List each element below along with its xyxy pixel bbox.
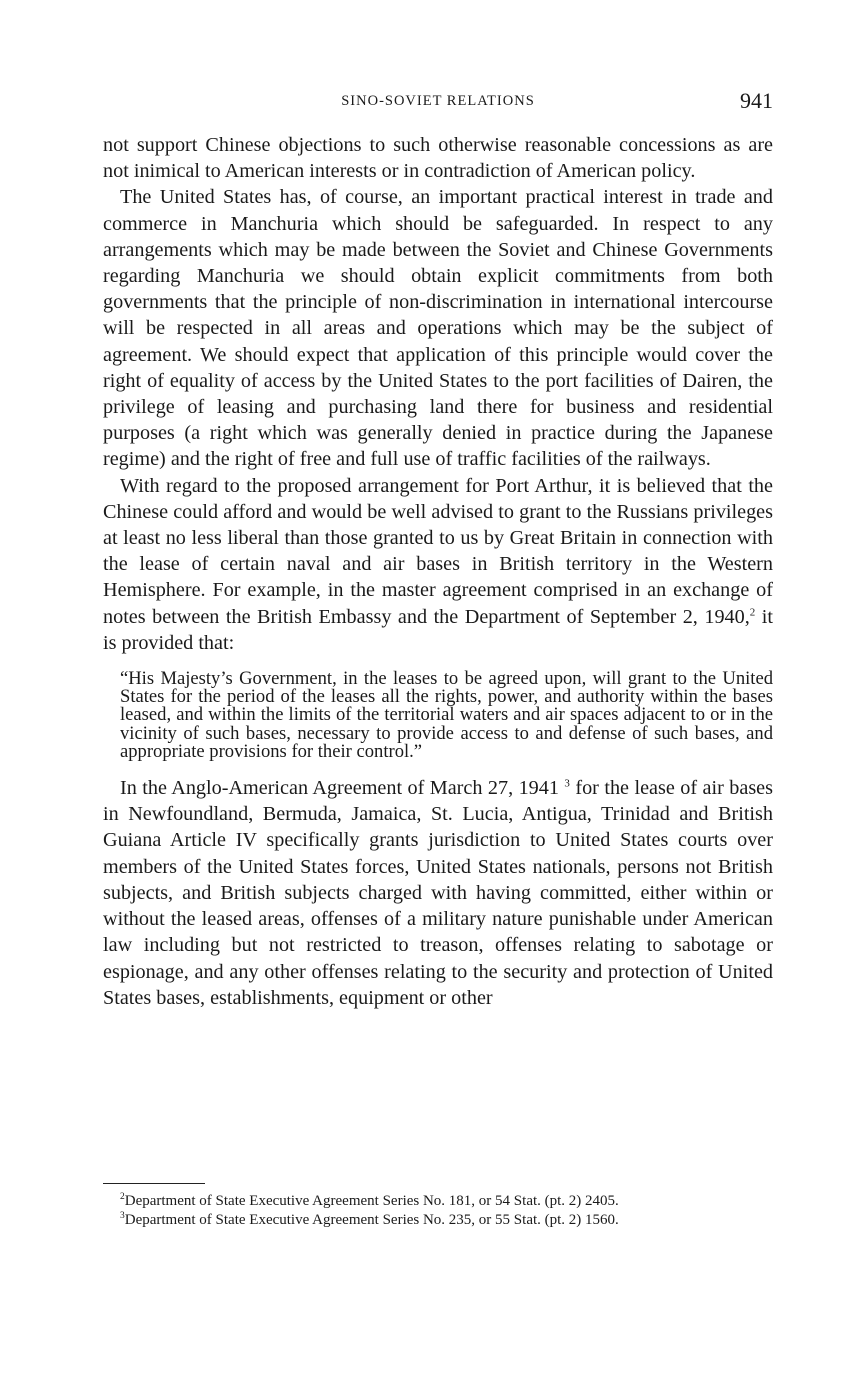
- paragraph-3: [103, 473, 773, 656]
- paragraph-4: [103, 775, 773, 1011]
- running-title: SINO-SOVIET RELATIONS: [341, 93, 535, 109]
- paragraph-3-text: With regard to the proposed arrangement for Port Arthur, it is believed that the Chinese could afford and would be well advised to grant to the Russians privileges at least no less liberal than those granted to us by Great Britain in connection with the lease of certain naval and air bases in British territory in the Western Hemisphere. For example, in the master agreement comprised in an exchange of notes between the British Embassy and the Department of September 2, 1940,: [103, 474, 773, 628]
- footnote-ref-3: 3: [564, 777, 570, 790]
- footnote-3: [103, 1210, 773, 1229]
- block-quote: “His Majesty’s Government, in the leases to be agreed upon, will grant to the United States for the period of the leases all the rights, power, and authority within the bases leased, and within the limits of the territorial waters and air spaces adjacent to or in the vicinity of such bases, necessary to provide access to and defense of such bases, and appropriate provisions for their control.”: [120, 668, 773, 762]
- paragraph-2: The United States has, of course, an important practical interest in trade and commerce in Manchuria which should be safeguarded. In respect to any arrangements which may be made between the Soviet and Chinese Governments regarding Manchuria we should obtain explicit commitments from both governments that the principle of non-discrimination in international intercourse will be respected in all areas and operations which may be the subject of agreement. We should expect that application of this principle would cover the right of equality of access by the United States to the port facilities of Dairen, the privilege of leasing and purchasing land there for business and residential purposes (a right which was generally denied in practice during the Japanese regime) and the right of free and full use of traffic facilities of the railways.: [103, 186, 773, 471]
- footnote-2-text: Department of State Executive Agreement Series No. 181, or 54 Stat. (pt. 2) 2405.: [124, 1193, 619, 1209]
- paragraph-1: not support Chinese objections to such otherwise reasonable concessions as are not inimical to American interests or in contradiction of American policy.: [103, 134, 773, 183]
- page-number: 941: [740, 88, 773, 113]
- paragraph-4-text-end: for the lease of air bases in Newfoundland, Bermuda, Jamaica, St. Lucia, Antigua, Trinidad and British Guiana Article IV specifically grants jurisdiction to United States courts over members of the United States forces, United States nationals, persons not British subjects, and British subjects charged with having committed, either within or without the leased areas, offenses of a military nature punishable under American law including but not restricted to treason, offenses relating to sabotage or espionage, and any other offenses relating to the security and protection of United States bases, establishments, equipment or other: [103, 777, 773, 1009]
- footnotes: [103, 1194, 773, 1231]
- footnote-2: [103, 1194, 773, 1210]
- footnote-divider: [103, 1183, 205, 1184]
- footnote-3-mark: 3: [120, 1210, 125, 1221]
- running-header: [103, 88, 773, 116]
- footnote-2-mark: 2: [120, 1192, 125, 1202]
- footnote-ref-2: 2: [749, 605, 756, 618]
- paragraph-4-text: In the Anglo-American Agreement of March 27, 1941: [120, 777, 559, 800]
- footnote-3-text: Department of State Executive Agreement Series No. 235, or 55 Stat. (pt. 2) 1560.: [124, 1211, 619, 1228]
- paragraph-3-text-end: it is provided that:: [103, 605, 774, 654]
- body-text: [103, 132, 773, 1011]
